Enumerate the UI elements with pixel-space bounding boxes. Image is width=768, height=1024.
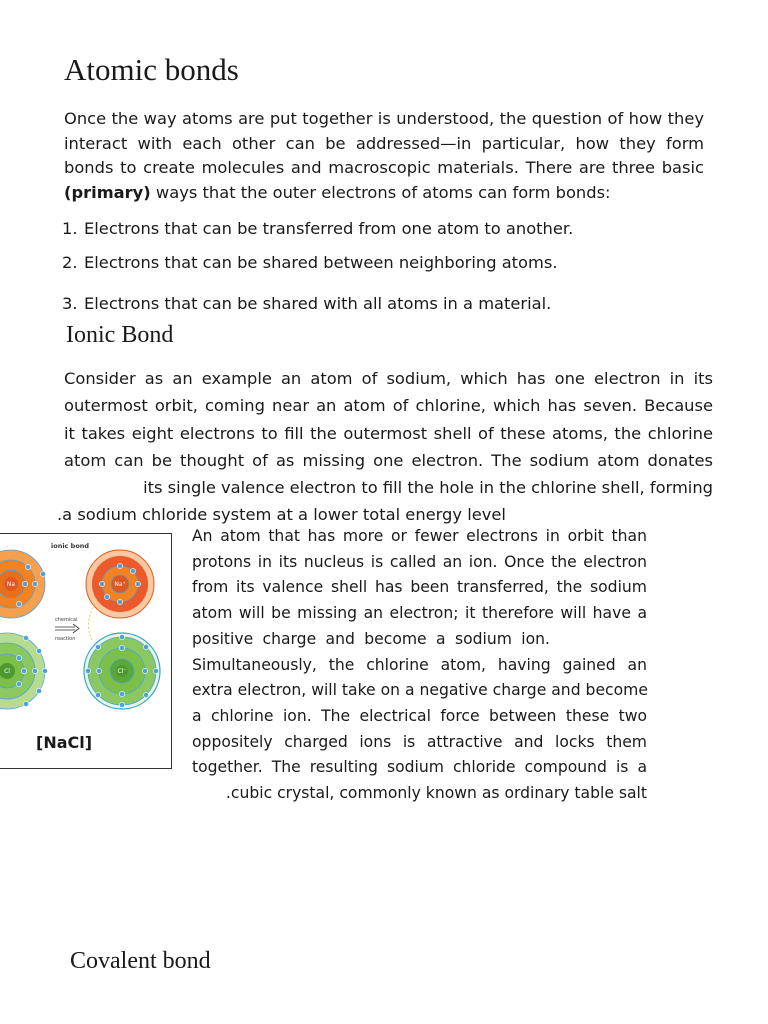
ion-line: a chlorine ion. The electrical force between these two: [192, 706, 647, 725]
arrow-bottom-label: reaction: [55, 636, 76, 642]
reaction-arrow: [55, 604, 95, 642]
ion-line: protons in its nucleus is called an ion. Once the electron: [192, 552, 647, 571]
ion-paragraph: [192, 524, 647, 807]
ion-line: from its valence shell has been transferred, the sodium: [192, 578, 647, 597]
list-item: [62, 253, 558, 272]
figure-caption: [NaCl]: [36, 733, 93, 752]
ion-line: An atom that has more or fewer electrons in orbit than: [192, 527, 647, 545]
sodium-atom: [0, 550, 46, 618]
ion-line: atom will be missing an electron; it therefore will have a: [192, 604, 647, 623]
list-number: 3.: [62, 294, 78, 313]
intro-text-2: ways that the outer electrons of atoms can form bonds:: [150, 182, 611, 202]
ionic-line: it takes eight electrons to fill the outermost shell of these atoms, the chlorine: [64, 423, 713, 443]
ion-line: oppositely charged ions is attractive and locks them: [192, 732, 647, 751]
ionic-line: atom can be thought of as missing one electron. The sodium atom donates: [64, 450, 713, 470]
page-title: Atomic bonds: [64, 52, 239, 87]
ion-line: positive charge and become a sodium ion.: [192, 629, 550, 648]
ionic-paragraph: [57, 365, 713, 529]
list-item: [62, 294, 551, 313]
arrow-top-label: chemical: [55, 617, 78, 623]
ion-line: extra electron, will take on a negative charge and become: [192, 681, 648, 700]
figure-label: ionic bond: [51, 542, 90, 550]
ionic-line: .a sodium chloride system at a lower total energy level: [57, 505, 506, 525]
ion-line: Simultaneously, the chlorine atom, having gained an: [192, 655, 647, 674]
cl-ion-label: Cl⁻: [117, 668, 127, 675]
chlorine-atom: [0, 633, 48, 709]
sodium-ion: [86, 550, 154, 618]
list-text: Electrons that can be transferred from one atom to another.: [84, 219, 574, 238]
ionic-bond-heading: Ionic Bond: [66, 322, 174, 348]
list-number: 2.: [62, 253, 78, 272]
ion-line: together. The resulting sodium chloride compound is a: [192, 758, 647, 777]
chlorine-ion: [84, 633, 160, 709]
ionic-line: outermost orbit, coming near an atom of chlorine, which has seven. Because: [64, 396, 713, 416]
intro-paragraph: [64, 107, 704, 205]
covalent-bond-heading: Covalent bond: [70, 948, 211, 974]
cl-label: Cl: [4, 668, 10, 675]
list-text: Electrons that can be shared between neighboring atoms.: [84, 253, 558, 272]
intro-text-1: Once the way atoms are put together is understood, the question of how they interact with each other can be addressed—in particular, how they form bonds to create molecules and macroscopic materials. There are three basic: [64, 109, 704, 177]
ionic-line: Consider as an example an atom of sodium, which has one electron in its: [64, 369, 713, 388]
ionic-line: its single valence electron to fill the hole in the chlorine shell, forming: [143, 478, 713, 498]
na-label: Na: [6, 581, 16, 588]
list-item: [62, 219, 573, 238]
list-text: Electrons that can be shared with all atoms in a material.: [84, 294, 552, 313]
list-number: 1.: [62, 219, 78, 238]
ion-line: .cubic crystal, commonly known as ordinary table salt: [225, 784, 647, 803]
intro-bold: (primary): [64, 182, 151, 202]
na-ion-label: Na⁺: [114, 581, 126, 588]
